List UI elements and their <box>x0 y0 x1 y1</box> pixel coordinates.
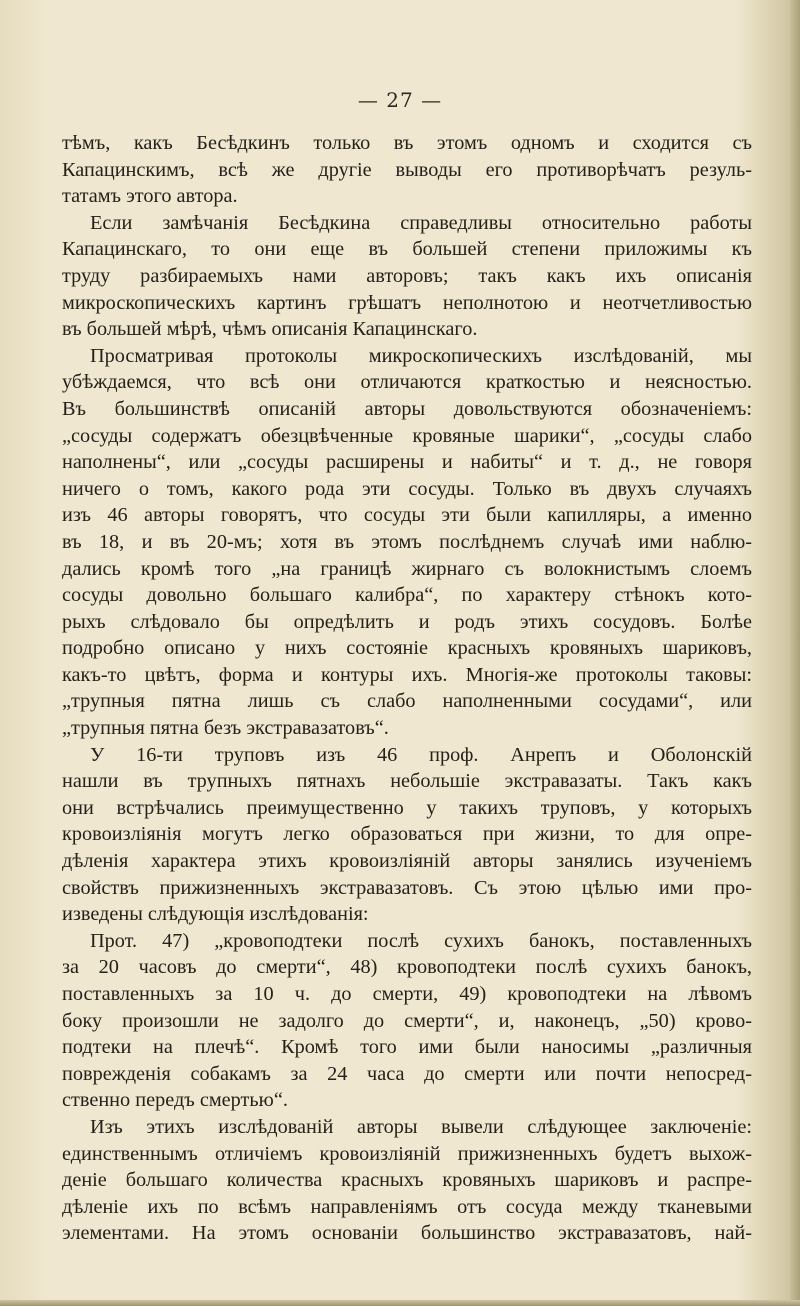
text-line: ственно передъ смертью“. <box>62 1089 288 1112</box>
page-edge-shadow <box>790 0 800 1306</box>
text-line: въ большей мѣрѣ, чѣмъ описанія Капацинскаго. <box>62 318 478 341</box>
text-line: въ 18, и въ 20-мъ; хотя въ этомъ послѣднемъ случаѣ ими наблю- <box>62 530 752 553</box>
text-line: дѣленія характера этихъ кровоизліяній авторы занялись изученіемъ <box>62 850 752 873</box>
text-line: они встрѣчались преимущественно у такихъ труповъ, у которыхъ <box>62 796 752 819</box>
text-line: подробно описано у нихъ состояніе красныхъ кровяныхъ шариковъ, <box>62 637 752 660</box>
page-bottom-edge <box>0 1300 800 1306</box>
text-line: труду разбираемыхъ нами авторовъ; такъ какъ ихъ описанія <box>62 264 752 287</box>
text-line: Прот. 47) „кровоподтеки послѣ сухихъ банокъ, поставленныхъ <box>90 929 752 952</box>
text-line: „трупныя пятна лишь съ слабо наполненными сосудами“, или <box>62 690 752 713</box>
text-line: Въ большинствѣ описаній авторы довольствуются обозначеніемъ: <box>62 397 752 420</box>
text-line: подтеки на плечѣ“. Кромѣ того ими были наносимы „различныя <box>62 1036 752 1059</box>
text-line: поврежденія собакамъ за 24 часа до смерти или почти непосред- <box>62 1062 752 1085</box>
text-line: деніе большаго количества красныхъ кровяныхъ шариковъ и распре- <box>62 1169 752 1192</box>
text-line: Капацинскимъ, всѣ же другіе выводы его противорѣчатъ резуль- <box>62 158 752 181</box>
text-line: ничего о томъ, какого рода эти сосуды. Только въ двухъ случаяхъ <box>62 477 752 500</box>
text-line: изъ 46 авторы говорятъ, что сосуды эти были капилляры, а именно <box>62 504 752 527</box>
text-line: „трупныя пятна безъ экстравазатовъ“. <box>62 717 389 740</box>
text-line: микроскопическихъ картинъ грѣшатъ неполнотою и неотчетливостью <box>62 291 752 314</box>
page-number: — 27 — <box>357 88 443 112</box>
text-line: изведены слѣдующія изслѣдованія: <box>62 903 369 926</box>
text-line: кровоизліянія могутъ легко образоваться при жизни, то для опре- <box>62 823 752 846</box>
text-line: поставленныхъ за 10 ч. до смерти, 49) кровоподтеки на лѣвомъ <box>62 983 752 1005</box>
text-line: дались кромѣ того „на границѣ жирнаго съ волокнистымъ слоемъ <box>62 557 752 580</box>
text-line: элементами. На этомъ основаніи большинство экстравазатовъ, най- <box>62 1222 752 1245</box>
text-line: тѣмъ, какъ Бесѣдкинъ только въ этомъ одномъ и сходится съ <box>62 132 752 154</box>
text-line: Капацинскаго, то они еще въ большей степени приложимы къ <box>62 238 752 261</box>
text-line: за 20 часовъ до смерти“, 48) кровоподтеки послѣ сухихъ банокъ, <box>62 956 752 979</box>
text-line: „сосуды содержатъ обезцвѣченные кровяные шарики“, „сосуды слабо <box>62 424 752 447</box>
text-line: нашли въ трупныхъ пятнахъ небольшіе экстравазаты. Такъ какъ <box>62 770 752 793</box>
text-line: рыхъ слѣдовало бы опредѣлить и родъ этихъ сосудовъ. Болѣе <box>62 610 752 633</box>
text-line: наполнены“, или „сосуды расширены и набиты“ и т. д., не говоря <box>62 451 752 474</box>
page-text <box>62 130 752 1247</box>
text-line: дѣленіе ихъ по всѣмъ направленіямъ отъ сосуда между тканевыми <box>62 1195 752 1218</box>
text-line: сосуды довольно большаго калибра“, по характеру стѣнокъ кото- <box>62 584 752 607</box>
text-line: Если замѣчанія Бесѣдкина справедливы относительно работы <box>90 211 752 234</box>
text-line: татамъ этого автора. <box>62 185 238 208</box>
text-line: боку произошли не задолго до смерти“, и, наконецъ, „50) крово- <box>62 1009 752 1032</box>
text-line: убѣждаемся, что всѣ они отличаются краткостью и неясностью. <box>62 371 752 394</box>
text-line: свойствъ прижизненныхъ экстравазатовъ. Съ этою цѣлью ими про- <box>62 876 752 899</box>
text-line: У 16-ти труповъ изъ 46 проф. Анрепъ и Оболонскій <box>90 743 752 766</box>
text-line: единственнымъ отличіемъ кровоизліяній прижизненныхъ будетъ выхож- <box>62 1142 752 1165</box>
text-line: Просматривая протоколы микроскопическихъ изслѣдованій, мы <box>90 344 752 367</box>
text-line: какъ-то цвѣтъ, форма и контуры ихъ. Многія-же протоколы таковы: <box>62 663 752 686</box>
text-line: Изъ этихъ изслѣдованій авторы вывели слѣдующее заключеніе: <box>90 1115 752 1138</box>
